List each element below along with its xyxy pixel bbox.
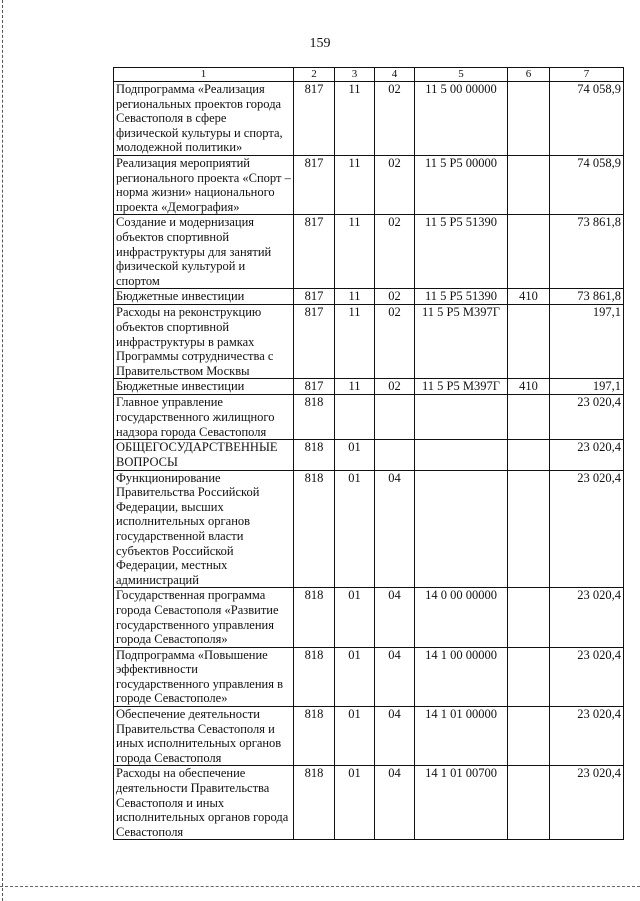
expense-type — [508, 588, 550, 647]
subsection-code — [375, 395, 415, 440]
column-header: 6 — [508, 68, 550, 82]
page-number: 159 — [309, 36, 331, 51]
column-header: 3 — [335, 68, 375, 82]
ministry-code: 818 — [294, 647, 335, 706]
target-article — [415, 395, 508, 440]
column-header: 2 — [294, 68, 335, 82]
amount: 73 861,8 — [550, 215, 624, 289]
target-article — [415, 470, 508, 588]
amount: 74 058,9 — [550, 156, 624, 215]
row-name: Бюджетные инвестиции — [114, 289, 294, 305]
row-name: Подпрограмма «Реализация региональных проектов города Севастополя в сфере физической культуры и спорта, молодежной политики» — [114, 82, 294, 156]
expense-type — [508, 766, 550, 840]
target-article: 14 1 01 00000 — [415, 707, 508, 766]
amount: 23 020,4 — [550, 707, 624, 766]
target-article: 14 0 00 00000 — [415, 588, 508, 647]
expense-type — [508, 82, 550, 156]
table-row — [114, 647, 624, 706]
subsection-code: 02 — [375, 289, 415, 305]
amount: 74 058,9 — [550, 82, 624, 156]
table-row — [114, 766, 624, 840]
column-header: 5 — [415, 68, 508, 82]
section-code: 01 — [335, 440, 375, 470]
ministry-code: 818 — [294, 766, 335, 840]
section-code: 11 — [335, 156, 375, 215]
table-row — [114, 395, 624, 440]
amount: 23 020,4 — [550, 766, 624, 840]
expense-type: 410 — [508, 289, 550, 305]
ministry-code: 817 — [294, 289, 335, 305]
table-row — [114, 305, 624, 379]
table-header-row — [114, 68, 624, 82]
row-name: Реализация мероприятий регионального проекта «Спорт – норма жизни» национального проекта «Демография» — [114, 156, 294, 215]
row-name: Бюджетные инвестиции — [114, 379, 294, 395]
subsection-code: 04 — [375, 707, 415, 766]
subsection-code — [375, 440, 415, 470]
section-code: 11 — [335, 305, 375, 379]
subsection-code: 02 — [375, 305, 415, 379]
subsection-code: 04 — [375, 647, 415, 706]
row-name: Расходы на обеспечение деятельности Правительства Севастополя и иных исполнительных органов города Севастополя — [114, 766, 294, 840]
target-article: 11 5 Р5 51390 — [415, 215, 508, 289]
column-header: 1 — [114, 68, 294, 82]
row-name: Создание и модернизация объектов спортивной инфраструктуры для занятий физической культурой и спортом — [114, 215, 294, 289]
subsection-code: 04 — [375, 766, 415, 840]
row-name: ОБЩЕГОСУДАРСТВЕННЫЕ ВОПРОСЫ — [114, 440, 294, 470]
target-article: 14 1 00 00000 — [415, 647, 508, 706]
subsection-code: 02 — [375, 82, 415, 156]
section-code: 01 — [335, 766, 375, 840]
target-article: 11 5 Р5 М397Г — [415, 305, 508, 379]
table-row — [114, 215, 624, 289]
amount: 197,1 — [550, 379, 624, 395]
amount: 23 020,4 — [550, 440, 624, 470]
expense-type — [508, 707, 550, 766]
table-row — [114, 156, 624, 215]
target-article: 11 5 Р5 00000 — [415, 156, 508, 215]
section-code: 01 — [335, 470, 375, 588]
page-bottom-edge — [0, 886, 640, 887]
expense-type — [508, 470, 550, 588]
expense-type — [508, 215, 550, 289]
row-name: Государственная программа города Севастополя «Развитие государственного управления города Севастополя» — [114, 588, 294, 647]
amount: 73 861,8 — [550, 289, 624, 305]
table-row — [114, 470, 624, 588]
page-left-edge — [2, 0, 3, 901]
amount: 197,1 — [550, 305, 624, 379]
target-article: 11 5 Р5 51390 — [415, 289, 508, 305]
table-row — [114, 707, 624, 766]
ministry-code: 817 — [294, 305, 335, 379]
target-article — [415, 440, 508, 470]
ministry-code: 817 — [294, 215, 335, 289]
row-name: Расходы на реконструкцию объектов спортивной инфраструктуры в рамках Программы сотрудничества с Правительством Москвы — [114, 305, 294, 379]
row-name: Подпрограмма «Повышение эффективности государственного управления в городе Севастополе» — [114, 647, 294, 706]
section-code: 11 — [335, 82, 375, 156]
expense-type: 410 — [508, 379, 550, 395]
ministry-code: 817 — [294, 156, 335, 215]
ministry-code: 818 — [294, 470, 335, 588]
target-article: 11 5 Р5 М397Г — [415, 379, 508, 395]
subsection-code: 02 — [375, 215, 415, 289]
section-code: 01 — [335, 588, 375, 647]
section-code: 11 — [335, 379, 375, 395]
row-name: Функционирование Правительства Российской Федерации, высших исполнительных органов государственной власти субъектов Российской Федерации, местных администраций — [114, 470, 294, 588]
ministry-code: 817 — [294, 82, 335, 156]
amount: 23 020,4 — [550, 647, 624, 706]
expense-type — [508, 647, 550, 706]
table-row — [114, 440, 624, 470]
section-code: 01 — [335, 707, 375, 766]
amount: 23 020,4 — [550, 588, 624, 647]
section-code — [335, 395, 375, 440]
target-article: 11 5 00 00000 — [415, 82, 508, 156]
amount: 23 020,4 — [550, 395, 624, 440]
table-row — [114, 379, 624, 395]
subsection-code: 04 — [375, 470, 415, 588]
table-row — [114, 82, 624, 156]
budget-table — [113, 67, 624, 840]
expense-type — [508, 395, 550, 440]
table-row — [114, 289, 624, 305]
table-row — [114, 588, 624, 647]
section-code: 11 — [335, 289, 375, 305]
target-article: 14 1 01 00700 — [415, 766, 508, 840]
ministry-code: 818 — [294, 588, 335, 647]
subsection-code: 02 — [375, 156, 415, 215]
amount: 23 020,4 — [550, 470, 624, 588]
expense-type — [508, 305, 550, 379]
expense-type — [508, 440, 550, 470]
row-name: Главное управление государственного жилищного надзора города Севастополя — [114, 395, 294, 440]
expense-type — [508, 156, 550, 215]
ministry-code: 818 — [294, 395, 335, 440]
section-code: 11 — [335, 215, 375, 289]
row-name: Обеспечение деятельности Правительства Севастополя и иных исполнительных органов города Севастополя — [114, 707, 294, 766]
subsection-code: 04 — [375, 588, 415, 647]
section-code: 01 — [335, 647, 375, 706]
column-header: 4 — [375, 68, 415, 82]
column-header: 7 — [550, 68, 624, 82]
ministry-code: 818 — [294, 440, 335, 470]
ministry-code: 818 — [294, 707, 335, 766]
subsection-code: 02 — [375, 379, 415, 395]
ministry-code: 817 — [294, 379, 335, 395]
